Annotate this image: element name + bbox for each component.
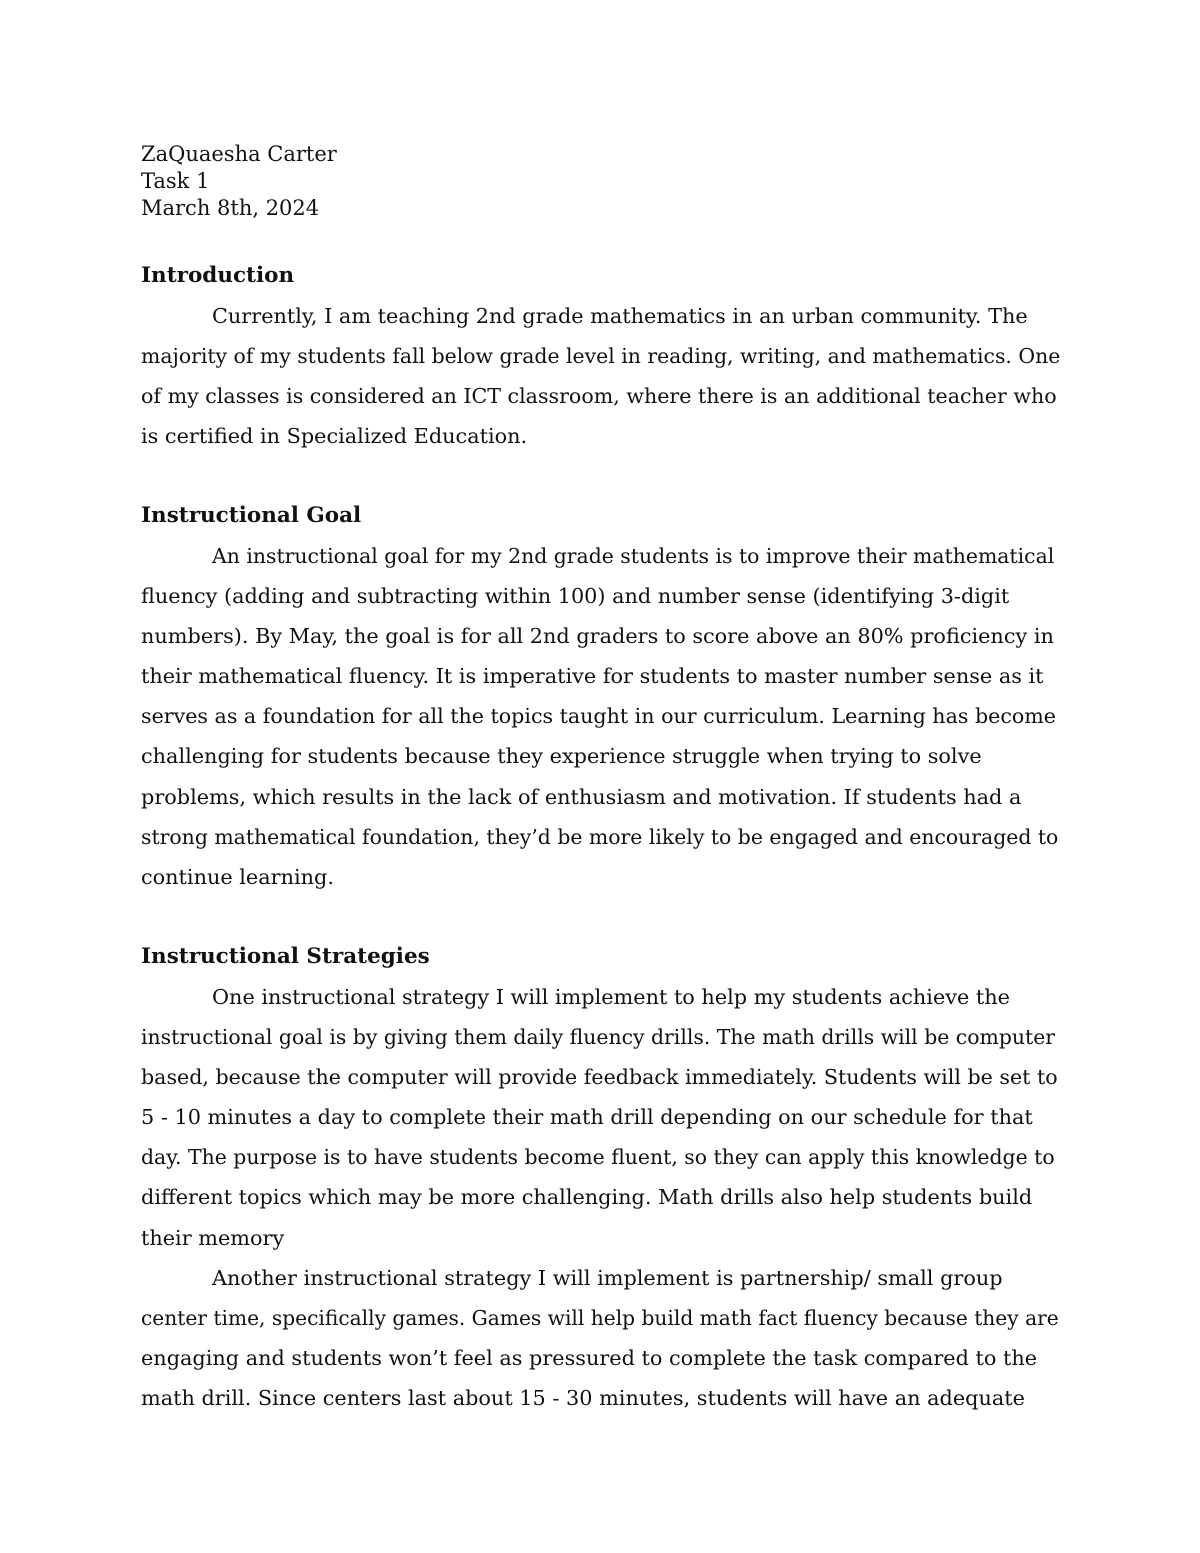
paragraph-line: math drill. Since centers last about 15 - 30 minutes, students will have an adequate: [141, 1385, 1025, 1410]
paragraph-line: problems, which results in the lack of enthusiasm and motivation. If students had a: [141, 784, 1022, 809]
paragraph-line: instructional goal is by giving them daily fluency drills. The math drills will be computer: [141, 1025, 1056, 1050]
paragraph-line: An instructional goal for my 2nd grade students is to improve their mathematical: [212, 544, 1055, 568]
paragraph-line: numbers). By May, the goal is for all 2nd graders to score above an 80% proficiency in: [141, 624, 1054, 649]
paragraph-line: is certified in Specialized Education.: [141, 424, 528, 449]
instructional-goal-section: [141, 496, 1061, 897]
introduction-section: [141, 256, 1061, 456]
instructional-strategies-section: [141, 937, 1061, 1418]
paragraph-line: engaging and students won’t feel as pressured to complete the task compared to the: [141, 1345, 1038, 1370]
author-name: ZaQuaesha Carter: [141, 142, 337, 166]
paragraph-line: challenging for students because they experience struggle when trying to solve: [141, 744, 982, 769]
paragraph-line: their memory: [141, 1225, 285, 1250]
introduction-heading: Introduction: [141, 263, 295, 288]
instructional-goal-heading: Instructional Goal: [141, 503, 362, 528]
paragraph-line: different topics which may be more challenging. Math drills also help students build: [141, 1185, 1033, 1210]
paragraph-line: Currently, I am teaching 2nd grade mathematics in an urban community. The: [212, 304, 1028, 328]
paragraph-line: day. The purpose is to have students become fluent, so they can apply this knowledge to: [141, 1145, 1055, 1170]
paragraph-line: based, because the computer will provide feedback immediately. Students will be set to: [141, 1065, 1058, 1090]
paragraph-line: One instructional strategy I will implement to help my students achieve the: [212, 985, 1010, 1009]
paragraph-line: continue learning.: [141, 864, 334, 889]
task-label: Task 1: [141, 169, 210, 193]
document-date: March 8th, 2024: [141, 196, 320, 220]
paragraph-line: their mathematical fluency. It is imperative for students to master number sense as it: [141, 664, 1044, 689]
document-header: [141, 141, 1061, 222]
paragraph-line: strong mathematical foundation, they’d be more likely to be engaged and encouraged to: [141, 824, 1059, 849]
paragraph-line: Another instructional strategy I will implement is partnership/ small group: [212, 1265, 1003, 1290]
paragraph-line: majority of my students fall below grade level in reading, writing, and mathematics. One: [141, 344, 1061, 369]
paragraph-line: of my classes is considered an ICT classroom, where there is an additional teacher who: [141, 384, 1057, 409]
paragraph-line: fluency (adding and subtracting within 100) and number sense (identifying 3-digit: [141, 584, 1010, 609]
paragraph-line: 5 - 10 minutes a day to complete their math drill depending on our schedule for that: [141, 1105, 1033, 1130]
paragraph-line: serves as a foundation for all the topics taught in our curriculum. Learning has become: [141, 704, 1056, 729]
instructional-strategies-heading: Instructional Strategies: [141, 944, 430, 969]
paragraph-line: center time, specifically games. Games will help build math fact fluency because they are: [141, 1305, 1059, 1330]
